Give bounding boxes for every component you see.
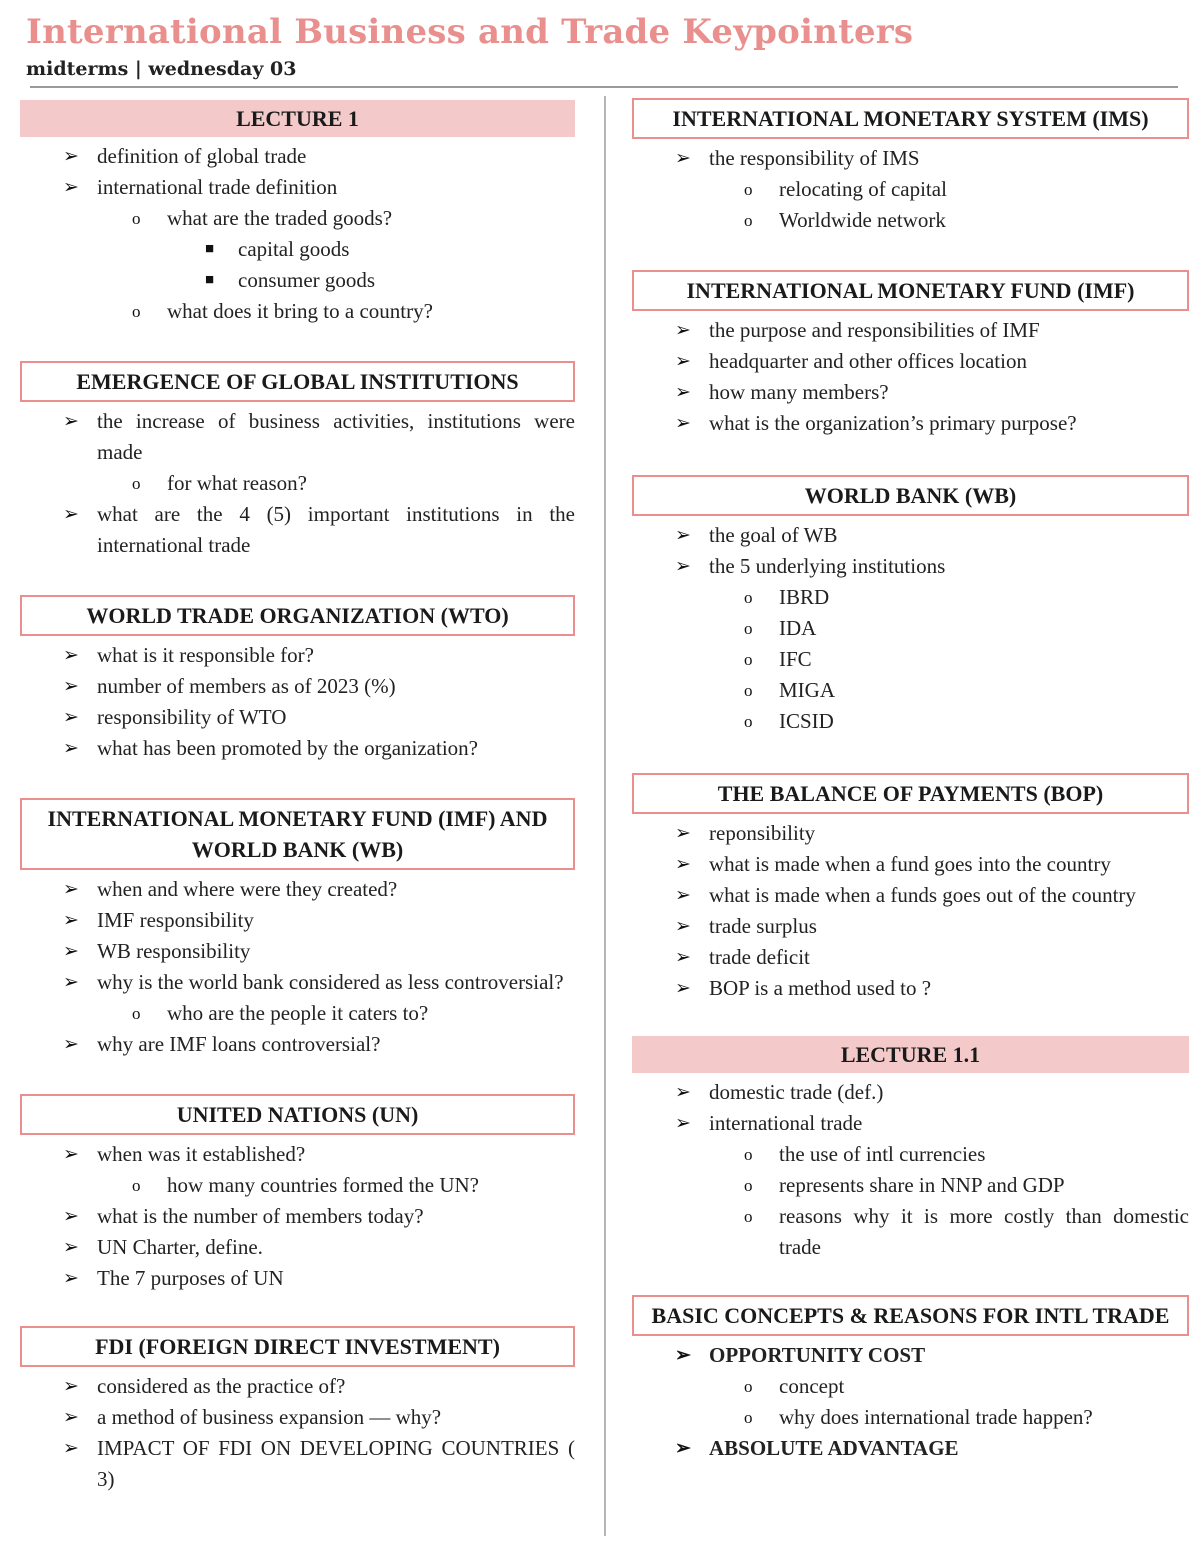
- list-item-text: the 5 underlying institutions: [709, 554, 946, 578]
- list-item: [20, 203, 575, 234]
- arrow-bullet-icon: ➢: [675, 148, 691, 169]
- list-item: [20, 874, 575, 905]
- list-item-text: OPPORTUNITY COST: [709, 1343, 926, 1367]
- list-item: [20, 967, 575, 998]
- list-item: [20, 265, 575, 296]
- bullet-list: [632, 143, 1189, 236]
- square-bullet-icon: ■: [205, 241, 215, 257]
- circle-bullet-icon: o: [744, 180, 753, 199]
- list-item-text: ABSOLUTE ADVANTAGE: [709, 1436, 959, 1460]
- list-item-text: how many countries formed the UN?: [167, 1173, 479, 1197]
- list-item-text: what is the organization’s primary purpose?: [709, 411, 1077, 435]
- bullet-list: [632, 818, 1189, 1004]
- list-item-text: when and where were they created?: [97, 877, 398, 901]
- list-item: [632, 942, 1189, 973]
- circle-bullet-icon: o: [744, 712, 753, 731]
- list-item: [20, 1402, 575, 1433]
- list-item-text: BOP is a method used to ?: [709, 976, 932, 1000]
- circle-bullet-icon: o: [744, 211, 753, 230]
- arrow-bullet-icon: ➢: [63, 146, 79, 167]
- arrow-bullet-icon: ➢: [63, 645, 79, 666]
- list-item-text: the responsibility of IMS: [709, 146, 920, 170]
- list-item: [632, 1077, 1189, 1108]
- list-item: [632, 675, 1189, 706]
- section-emergence-of-global-institutions: [20, 361, 575, 561]
- bullet-list: [20, 141, 575, 327]
- circle-bullet-icon: o: [132, 474, 141, 493]
- list-item-text: for what reason?: [167, 471, 307, 495]
- page-title: International Business and Trade Keypointers: [26, 12, 914, 52]
- arrow-bullet-icon: ➢: [63, 1206, 79, 1227]
- circle-bullet-icon: o: [744, 588, 753, 607]
- list-item: [20, 1263, 575, 1294]
- arrow-bullet-icon: ➢: [63, 1034, 79, 1055]
- list-item-text: consumer goods: [238, 268, 376, 292]
- list-item: [20, 296, 575, 327]
- list-item: [632, 1139, 1189, 1170]
- list-item-text: considered as the practice of?: [97, 1374, 346, 1398]
- list-item: [632, 613, 1189, 644]
- list-item: [20, 998, 575, 1029]
- list-item-text: why are IMF loans controversial?: [97, 1032, 381, 1056]
- bullet-list: [632, 1077, 1189, 1263]
- list-item-text: MIGA: [779, 678, 835, 702]
- section-lecture-1-1: [632, 1036, 1189, 1263]
- bullet-list: [632, 520, 1189, 737]
- list-item-text: what does it bring to a country?: [167, 299, 433, 323]
- arrow-bullet-icon: ➢: [63, 177, 79, 198]
- list-item: [20, 640, 575, 671]
- list-item: [632, 1170, 1189, 1201]
- circle-bullet-icon: o: [132, 302, 141, 321]
- list-item-text: what are the traded goods?: [167, 206, 393, 230]
- section-international-monetary-system-ims: [632, 98, 1189, 236]
- arrow-bullet-icon: ➢: [63, 879, 79, 900]
- list-item-text: capital goods: [238, 237, 350, 261]
- section-heading: EMERGENCE OF GLOBAL INSTITUTIONS: [20, 361, 575, 402]
- arrow-bullet-icon: ➢: [675, 823, 691, 844]
- list-item-text: headquarter and other offices location: [709, 349, 1027, 373]
- arrow-bullet-icon: ➢: [675, 525, 691, 546]
- list-item: [632, 880, 1189, 911]
- column-divider: [604, 96, 606, 1536]
- circle-bullet-icon: o: [744, 1145, 753, 1164]
- list-item: [632, 1340, 1189, 1371]
- list-item: [632, 520, 1189, 551]
- list-item-text: ICSID: [779, 709, 834, 733]
- list-item: [632, 174, 1189, 205]
- arrow-bullet-icon: ➢: [675, 885, 691, 906]
- circle-bullet-icon: o: [132, 209, 141, 228]
- section-heading: LECTURE 1.1: [632, 1036, 1189, 1073]
- list-item: [20, 733, 575, 764]
- arrow-bullet-icon: ➢: [63, 1268, 79, 1289]
- list-item: [632, 818, 1189, 849]
- list-item: [632, 377, 1189, 408]
- list-item: [632, 706, 1189, 737]
- arrow-bullet-icon: ➢: [63, 1237, 79, 1258]
- circle-bullet-icon: o: [744, 1408, 753, 1427]
- list-item-text: the use of intl currencies: [779, 1142, 986, 1166]
- bullet-list: [20, 640, 575, 764]
- arrow-bullet-icon: ➢: [63, 910, 79, 931]
- list-item-text: responsibility of WTO: [97, 705, 287, 729]
- list-item-text: what is the number of members today?: [97, 1204, 424, 1228]
- section-heading: WORLD BANK (WB): [632, 475, 1189, 516]
- circle-bullet-icon: o: [132, 1004, 141, 1023]
- circle-bullet-icon: o: [744, 681, 753, 700]
- list-item-text: what are the 4 (5) important institutions in the international trade: [97, 502, 575, 557]
- list-item: [20, 1232, 575, 1263]
- list-item: [20, 1371, 575, 1402]
- list-item: [20, 234, 575, 265]
- list-item-text: a method of business expansion — why?: [97, 1405, 442, 1429]
- list-item-text: Worldwide network: [779, 208, 946, 232]
- section-world-bank-wb: [632, 475, 1189, 737]
- section-international-monetary-fund-imf-and-world-bank-wb: [20, 798, 575, 1060]
- list-item-text: who are the people it caters to?: [167, 1001, 429, 1025]
- list-item-text: how many members?: [709, 380, 889, 404]
- section-heading: INTERNATIONAL MONETARY FUND (IMF) AND WORLD BANK (WB): [20, 798, 575, 870]
- section-international-monetary-fund-imf: [632, 270, 1189, 439]
- arrow-bullet-icon: ➢: [675, 382, 691, 403]
- list-item: [632, 408, 1189, 439]
- list-item-text: The 7 purposes of UN: [97, 1266, 284, 1290]
- list-item: [632, 911, 1189, 942]
- arrow-bullet-icon: ➢: [675, 1082, 691, 1103]
- arrow-bullet-icon: ➢: [675, 916, 691, 937]
- section-world-trade-organization-wto: [20, 595, 575, 764]
- circle-bullet-icon: o: [744, 1176, 753, 1195]
- bullet-list: [632, 1340, 1189, 1464]
- section-united-nations-un: [20, 1094, 575, 1294]
- section-heading: INTERNATIONAL MONETARY SYSTEM (IMS): [632, 98, 1189, 139]
- list-item: [20, 468, 575, 499]
- list-item-text: the purpose and responsibilities of IMF: [709, 318, 1040, 342]
- page-subtitle: midterms | wednesday 03: [26, 58, 297, 80]
- list-item: [632, 315, 1189, 346]
- arrow-bullet-icon: ➢: [675, 320, 691, 341]
- list-item-text: IBRD: [779, 585, 830, 609]
- list-item: [20, 702, 575, 733]
- arrow-bullet-icon: ➢: [63, 738, 79, 759]
- bullet-list: [20, 406, 575, 561]
- arrow-bullet-icon: ➢: [63, 707, 79, 728]
- list-item: [20, 1139, 575, 1170]
- arrow-bullet-icon: ➢: [675, 351, 691, 372]
- section-heading: UNITED NATIONS (UN): [20, 1094, 575, 1135]
- list-item: [20, 1170, 575, 1201]
- list-item-text: the goal of WB: [709, 523, 838, 547]
- bullet-list: [20, 1139, 575, 1294]
- list-item: [20, 1201, 575, 1232]
- header-divider: [30, 86, 1178, 88]
- arrow-bullet-icon: ➢: [63, 972, 79, 993]
- arrow-bullet-icon: ➢: [675, 1345, 691, 1366]
- list-item: [632, 644, 1189, 675]
- list-item: [20, 406, 575, 468]
- list-item: [20, 671, 575, 702]
- arrow-bullet-icon: ➢: [675, 978, 691, 999]
- list-item-text: why is the world bank considered as less controversial?: [97, 970, 564, 994]
- list-item: [632, 849, 1189, 880]
- list-item-text: IDA: [779, 616, 817, 640]
- arrow-bullet-icon: ➢: [675, 1438, 691, 1459]
- list-item-text: IMPACT OF FDI ON DEVELOPING COUNTRIES ( 3): [97, 1436, 575, 1491]
- list-item: [632, 205, 1189, 236]
- square-bullet-icon: ■: [205, 272, 215, 288]
- arrow-bullet-icon: ➢: [63, 676, 79, 697]
- list-item-text: what has been promoted by the organization?: [97, 736, 478, 760]
- list-item: [632, 551, 1189, 582]
- bullet-list: [20, 874, 575, 1060]
- circle-bullet-icon: o: [132, 1176, 141, 1195]
- list-item: [632, 1108, 1189, 1139]
- list-item-text: IMF responsibility: [97, 908, 254, 932]
- arrow-bullet-icon: ➢: [675, 413, 691, 434]
- list-item: [632, 582, 1189, 613]
- section-heading: FDI (FOREIGN DIRECT INVESTMENT): [20, 1326, 575, 1367]
- list-item: [632, 1371, 1189, 1402]
- list-item-text: concept: [779, 1374, 845, 1398]
- list-item: [632, 143, 1189, 174]
- list-item-text: international trade: [709, 1111, 863, 1135]
- circle-bullet-icon: o: [744, 619, 753, 638]
- list-item: [20, 499, 575, 561]
- list-item-text: number of members as of 2023 (%): [97, 674, 396, 698]
- section-heading: THE BALANCE OF PAYMENTS (BOP): [632, 773, 1189, 814]
- list-item-text: reasons why it is more costly than domestic trade: [779, 1204, 1189, 1259]
- section-heading: LECTURE 1: [20, 100, 575, 137]
- bullet-list: [20, 1371, 575, 1495]
- list-item: [632, 1201, 1189, 1263]
- section-the-balance-of-payments-bop: [632, 773, 1189, 1004]
- list-item-text: when was it established?: [97, 1142, 306, 1166]
- arrow-bullet-icon: ➢: [675, 947, 691, 968]
- circle-bullet-icon: o: [744, 1207, 753, 1226]
- list-item-text: what is made when a fund goes into the country: [709, 852, 1111, 876]
- list-item-text: definition of global trade: [97, 144, 307, 168]
- section-heading: WORLD TRADE ORGANIZATION (WTO): [20, 595, 575, 636]
- list-item-text: what is it responsible for?: [97, 643, 314, 667]
- arrow-bullet-icon: ➢: [63, 1438, 79, 1459]
- list-item: [20, 936, 575, 967]
- arrow-bullet-icon: ➢: [675, 556, 691, 577]
- list-item-text: the increase of business activities, institutions were made: [97, 409, 575, 464]
- list-item: [632, 973, 1189, 1004]
- list-item-text: international trade definition: [97, 175, 338, 199]
- list-item-text: trade deficit: [709, 945, 810, 969]
- list-item: [20, 1029, 575, 1060]
- list-item-text: reponsibility: [709, 821, 816, 845]
- arrow-bullet-icon: ➢: [675, 1113, 691, 1134]
- bullet-list: [632, 315, 1189, 439]
- section-heading: BASIC CONCEPTS & REASONS FOR INTL TRADE: [632, 1295, 1189, 1336]
- right-column: [632, 98, 1189, 1464]
- circle-bullet-icon: o: [744, 650, 753, 669]
- list-item-text: WB responsibility: [97, 939, 251, 963]
- list-item-text: domestic trade (def.): [709, 1080, 884, 1104]
- left-column: [20, 100, 575, 1495]
- section-fdi-foreign-direct-investment: [20, 1326, 575, 1495]
- arrow-bullet-icon: ➢: [63, 1144, 79, 1165]
- arrow-bullet-icon: ➢: [63, 504, 79, 525]
- section-basic-concepts-reasons-for-intl-trade: [632, 1295, 1189, 1464]
- arrow-bullet-icon: ➢: [675, 854, 691, 875]
- list-item: [20, 1433, 575, 1495]
- list-item: [632, 346, 1189, 377]
- list-item-text: represents share in NNP and GDP: [779, 1173, 1065, 1197]
- list-item-text: why does international trade happen?: [779, 1405, 1093, 1429]
- arrow-bullet-icon: ➢: [63, 1376, 79, 1397]
- section-heading: INTERNATIONAL MONETARY FUND (IMF): [632, 270, 1189, 311]
- list-item: [20, 141, 575, 172]
- list-item-text: IFC: [779, 647, 812, 671]
- list-item-text: trade surplus: [709, 914, 817, 938]
- list-item: [632, 1402, 1189, 1433]
- list-item-text: relocating of capital: [779, 177, 947, 201]
- list-item: [632, 1433, 1189, 1464]
- list-item: [20, 905, 575, 936]
- list-item-text: UN Charter, define.: [97, 1235, 263, 1259]
- arrow-bullet-icon: ➢: [63, 941, 79, 962]
- arrow-bullet-icon: ➢: [63, 411, 79, 432]
- circle-bullet-icon: o: [744, 1377, 753, 1396]
- arrow-bullet-icon: ➢: [63, 1407, 79, 1428]
- section-lecture-1: [20, 100, 575, 327]
- list-item-text: what is made when a funds goes out of the country: [709, 883, 1136, 907]
- list-item: [20, 172, 575, 203]
